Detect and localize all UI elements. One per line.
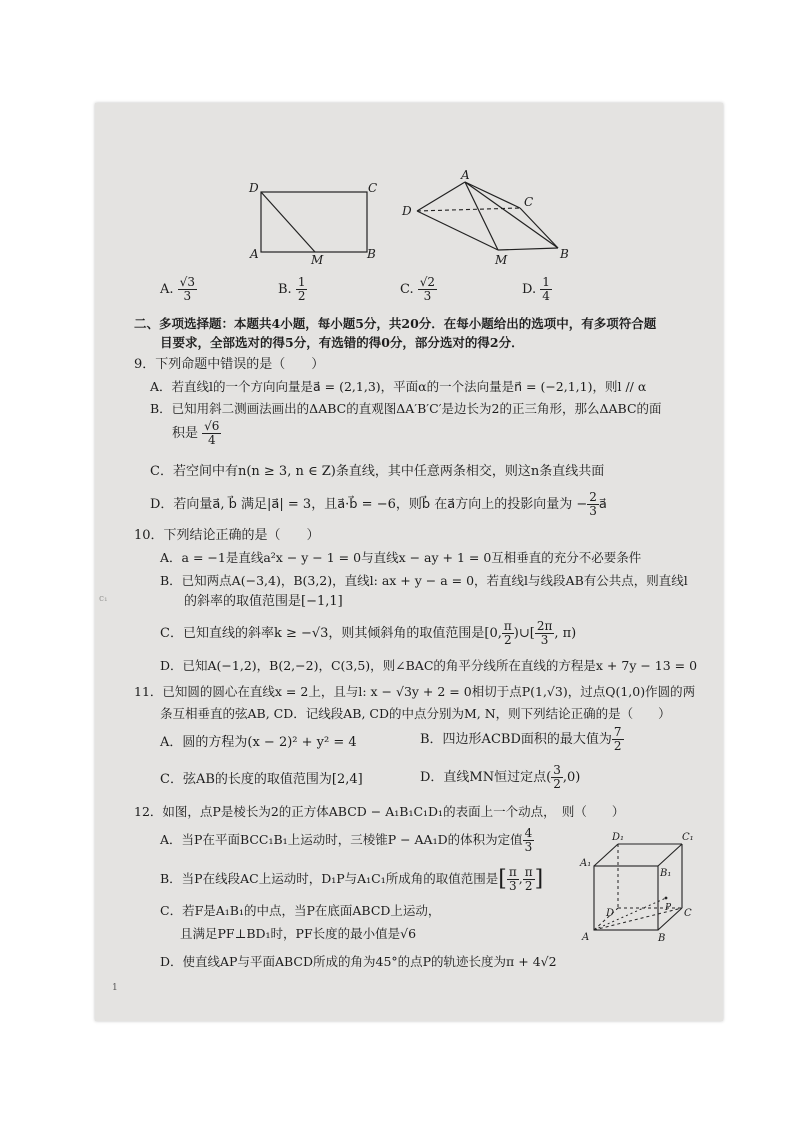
fraction bbox=[523, 866, 535, 893]
label-p: P bbox=[665, 903, 672, 913]
fraction bbox=[612, 726, 624, 753]
label-d: D bbox=[249, 181, 259, 195]
q12-stem: 12．如图，点P是棱长为2的正方体ABCD − A₁B₁C₁D₁的表面上一个动点， 则（ ） bbox=[134, 804, 625, 819]
text: D．直线MN恒过定点( bbox=[420, 770, 552, 785]
label-b: B bbox=[560, 247, 569, 261]
option-label: B. bbox=[278, 282, 292, 297]
rectangle-figure bbox=[245, 178, 395, 266]
numerator: π bbox=[503, 619, 512, 633]
numerator: √2 bbox=[419, 275, 436, 289]
edge-am bbox=[465, 182, 498, 250]
cube-figure bbox=[578, 830, 698, 950]
denominator: 4 bbox=[207, 433, 216, 447]
segment-dm bbox=[261, 192, 315, 252]
q10-stem: 10．下列结论正确的是（ ） bbox=[134, 528, 320, 543]
q12-option-d[interactable]: D．使直线AP与平面ABCD所成的角为45°的点P的轨迹长度为π + 4√2 bbox=[160, 954, 557, 969]
numerator: 2π bbox=[536, 619, 553, 633]
point-p bbox=[665, 897, 668, 900]
edge-cb bbox=[520, 208, 558, 248]
label-c: C bbox=[368, 181, 378, 195]
option-label: C. bbox=[400, 282, 414, 297]
denominator: 2 bbox=[524, 879, 533, 893]
q9-stem: 9．下列命题中错误的是（ ） bbox=[134, 357, 325, 372]
q10-option-a[interactable]: A．a = −1是直线a²x − y − 1 = 0与直线x − ay + 1 = 0互相垂直的充分不必要条件 bbox=[160, 550, 642, 565]
numerator: π bbox=[524, 865, 533, 879]
q8-option-c[interactable] bbox=[400, 276, 437, 303]
numerator: 3 bbox=[553, 763, 561, 777]
edge-dm bbox=[417, 211, 498, 250]
edge-mb bbox=[498, 248, 558, 250]
fraction bbox=[587, 491, 599, 518]
denominator: 2 bbox=[297, 289, 306, 303]
denominator: 3 bbox=[183, 289, 192, 303]
text: D．若向量a⃗, b⃗ 满足|a⃗| = 3，且a⃗·b⃗ = −6，则b⃗ 在a⃗方向上的投影向量为 − bbox=[150, 497, 588, 512]
q8-option-a[interactable] bbox=[160, 276, 197, 303]
hidden-segment-ap bbox=[594, 898, 666, 930]
text: B．四边形ACBD面积的最大值为 bbox=[420, 732, 612, 747]
fraction bbox=[535, 620, 555, 647]
q9-option-a[interactable]: A．若直线l的一个方向向量是a⃗ = (2,1,3)，平面α的一个法向量是n⃗ = (−2,1,1)，则l // α bbox=[150, 379, 647, 394]
q12-option-c[interactable]: C．若F是A₁B₁的中点，当P在底面ABCD上运动， bbox=[160, 903, 441, 918]
edge-ad bbox=[417, 182, 465, 211]
front-face bbox=[594, 866, 658, 930]
label-m: M bbox=[311, 253, 324, 266]
fraction bbox=[502, 620, 514, 647]
text: a⃗ bbox=[598, 497, 607, 512]
text: B．当P在线段AC上运动时，D₁P与A₁C₁所成角的取值范围是 bbox=[160, 871, 499, 886]
numerator: 1 bbox=[297, 275, 306, 289]
option-label: A. bbox=[160, 282, 174, 297]
label-c1: C₁ bbox=[682, 832, 694, 843]
text: A．当P在平面BCC₁B₁上运动时，三棱锥P − AA₁D的体积为定值 bbox=[160, 832, 523, 847]
numerator: √3 bbox=[179, 275, 195, 289]
q12-option-b[interactable]: B．当P在线段AC上运动时，D₁P与A₁C₁所成角的取值范围是[ $\frac{\pi}{3}$ , $\frac{\pi}{2}$ ] bbox=[160, 865, 544, 893]
margin-mark: c₁ bbox=[99, 594, 108, 604]
text: )∪[ bbox=[513, 626, 535, 641]
denominator: 2 bbox=[613, 739, 622, 753]
q11-stem-cont: 条互相垂直的弦AB, CD．记线段AB, CD的中点分别为M, N，则下列结论正确的是（ ） bbox=[160, 706, 671, 721]
q10-option-d[interactable]: D．已知A(−1,2)，B(2,−2)，C(3,5)，则∠BAC的角平分线所在直线的方程是x + 7y − 13 = 0 bbox=[160, 658, 698, 673]
section-heading-line2: 目要求，全部选对的得5分，有选错的得0分，部分选对的得2分． bbox=[160, 335, 524, 350]
q9-option-c[interactable]: C．若空间中有n(n ≥ 3, n ∈ Z)条直线，其中任意两条相交，则这n条直线共面 bbox=[150, 464, 605, 479]
numerator: 4 bbox=[524, 826, 533, 840]
numerator: 7 bbox=[613, 725, 622, 739]
numerator: π bbox=[508, 865, 517, 879]
q8-option-b[interactable] bbox=[278, 276, 307, 303]
folded-figure bbox=[398, 168, 583, 268]
label-a: A bbox=[461, 168, 470, 182]
option-label: D. bbox=[522, 282, 537, 297]
q12-option-a[interactable] bbox=[160, 827, 534, 854]
q11-option-d[interactable] bbox=[420, 764, 580, 791]
fraction bbox=[296, 276, 308, 303]
fraction bbox=[540, 276, 552, 303]
denominator: 3 bbox=[524, 840, 533, 854]
label-a1: A₁ bbox=[580, 858, 592, 869]
fraction bbox=[523, 827, 535, 854]
q10-option-b[interactable]: B．已知两点A(−3,4)，B(3,2)，直线l: ax + y − a = 0，若直线l与线段AB有公共点，则直线l bbox=[160, 573, 688, 588]
q9-option-b[interactable]: B．已知用斜二测画法画出的ΔABC的直观图ΔA′B′C′是边长为2的正三角形，那么ΔABC的面 bbox=[150, 401, 662, 416]
label-c: C bbox=[684, 908, 692, 919]
label-b1: B₁ bbox=[660, 868, 672, 879]
label-b: B bbox=[367, 247, 376, 261]
fraction bbox=[507, 866, 519, 893]
q11-stem: 11．已知圆的圆心在直线x = 2上，且与l: x − √3y + 2 = 0相切于点P(1,√3)，过点Q(1,0)作圆的两 bbox=[134, 684, 696, 699]
label-d: D bbox=[402, 204, 412, 218]
text: ,0) bbox=[562, 770, 581, 785]
q9-option-b-cont bbox=[172, 420, 221, 447]
fraction bbox=[418, 276, 437, 303]
rectangle-abcd bbox=[261, 192, 367, 252]
edge-a1d1 bbox=[594, 844, 618, 866]
label-m: M bbox=[495, 253, 508, 267]
fraction bbox=[202, 420, 221, 447]
denominator: 3 bbox=[508, 879, 517, 893]
q11-option-a[interactable]: A．圆的方程为(x − 2)² + y² = 4 bbox=[160, 735, 357, 750]
numerator: 2 bbox=[589, 490, 597, 504]
q11-option-c[interactable]: C．弦AB的长度的取值范围为[2,4] bbox=[160, 772, 363, 787]
edge-ac bbox=[465, 182, 520, 208]
denominator: 2 bbox=[504, 633, 512, 647]
denominator: 3 bbox=[540, 633, 549, 647]
q9-option-d[interactable] bbox=[150, 491, 607, 518]
edge-ab bbox=[465, 182, 558, 248]
numerator: √6 bbox=[204, 419, 220, 433]
q10-option-b-cont: 的斜率的取值范围是[−1,1] bbox=[184, 594, 343, 609]
fraction bbox=[551, 764, 563, 791]
denominator: 2 bbox=[553, 777, 561, 791]
q11-option-b[interactable] bbox=[420, 726, 624, 753]
section-heading-line1: 二、多项选择题：本题共4小题，每小题5分，共20分．在每小题给出的选项中，有多项符合题 bbox=[134, 316, 657, 331]
label-d: D bbox=[606, 908, 615, 919]
fraction bbox=[178, 276, 197, 303]
label-c: C bbox=[524, 195, 534, 209]
denominator: 3 bbox=[423, 289, 432, 303]
q8-option-d[interactable] bbox=[522, 276, 552, 303]
edge-b1c1 bbox=[658, 844, 682, 866]
label-a: A bbox=[250, 247, 259, 261]
text: 积是 bbox=[172, 426, 199, 441]
q12-option-c-cont: 且满足PF⊥BD₁时，PF长度的最小值是√6 bbox=[180, 926, 417, 941]
page-number: 1 bbox=[112, 983, 118, 993]
text: C．已知直线的斜率k ≥ −√3，则其倾斜角的取值范围是[0, bbox=[160, 626, 502, 641]
q10-option-c[interactable] bbox=[160, 620, 576, 647]
label-d1: D₁ bbox=[612, 832, 625, 843]
text: , π) bbox=[554, 626, 577, 641]
label-a: A bbox=[582, 932, 590, 943]
label-b: B bbox=[658, 933, 666, 944]
numerator: 1 bbox=[542, 275, 550, 289]
denominator: 4 bbox=[542, 289, 550, 303]
denominator: 3 bbox=[589, 504, 597, 518]
